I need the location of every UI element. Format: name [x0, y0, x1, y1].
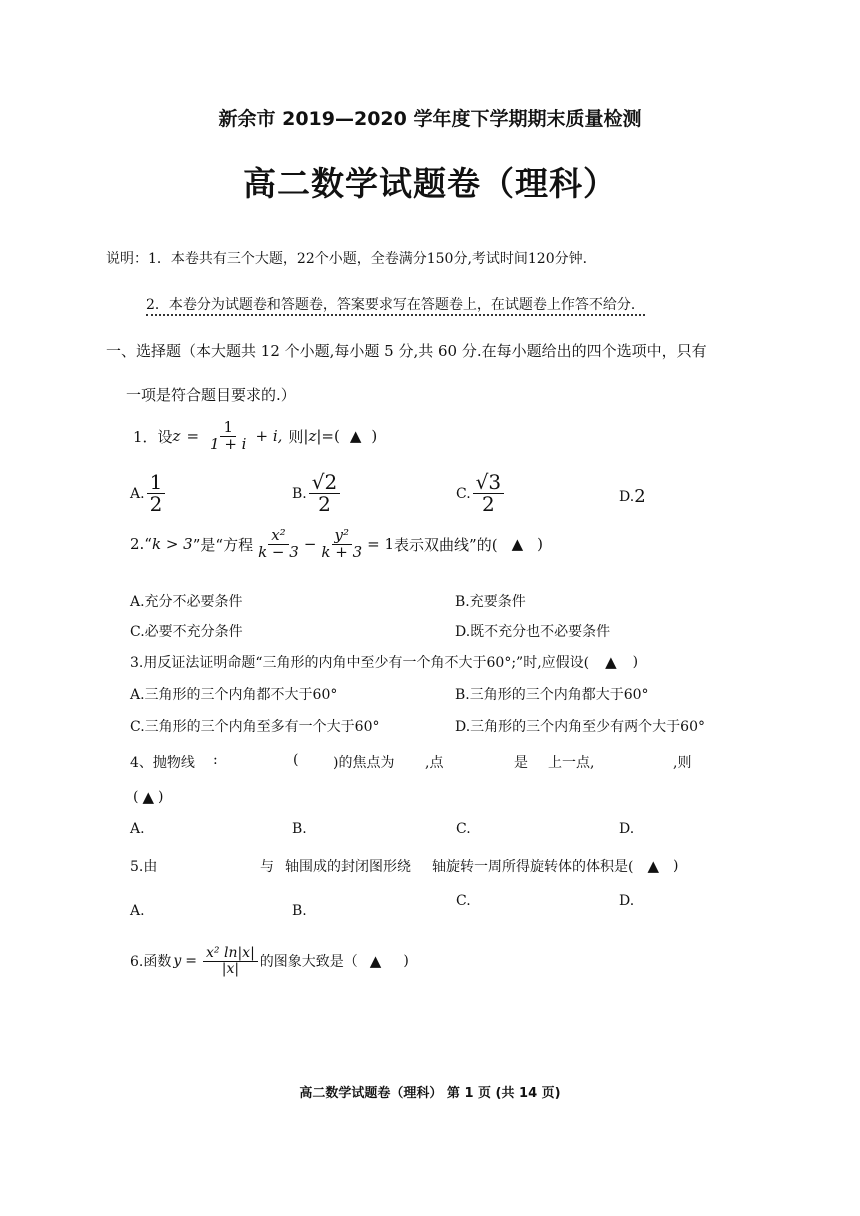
section-heading-line-2: 一项是符合题目要求的.） — [126, 386, 296, 404]
q5-part-1: 5.由 — [130, 859, 158, 875]
q1-frac-num: 1 — [220, 420, 236, 437]
q1-b-num: √2 — [309, 472, 340, 494]
q2-fraction-1 — [255, 528, 302, 561]
q5-part-4 — [432, 856, 678, 876]
section-heading-line-1: 一、选择题（本大题共 12 个小题,每小题 5 分,共 60 分.在每小题给出的四个选项中，只有 — [106, 342, 707, 360]
q3-option-a: A.三角形的三个内角都不大于60° — [130, 687, 338, 703]
q2-minus: − — [303, 535, 317, 554]
q6-y: y — [173, 953, 182, 970]
q5-close: ) — [673, 858, 679, 874]
q5-option-a: A. — [130, 903, 145, 919]
q4-option-b: B. — [292, 821, 307, 837]
q5-stem-end: 轴旋转一周所得旋转体的体积是( — [432, 859, 634, 875]
q3-close: ) — [632, 654, 639, 670]
q1-a-label: A. — [130, 485, 145, 502]
note-1: 说明：1．本卷共有三个大题，22个小题，全卷满分150分,考试时间120分钟． — [106, 251, 597, 267]
q4-option-c: C. — [456, 821, 471, 837]
note-2 — [146, 294, 645, 314]
q4-part-1: 4、抛物线 — [130, 755, 195, 771]
q4-option-a: A. — [130, 821, 145, 837]
q1-ask: 则 — [288, 427, 304, 446]
q4-open: ( — [133, 789, 139, 805]
q5-option-d: D. — [619, 893, 635, 909]
q6-prefix: 6.函数 — [130, 954, 172, 971]
exam-title: 高二数学试题卷（理科） — [243, 164, 617, 203]
q1-c-label: C. — [456, 485, 471, 502]
q1-option-a — [130, 472, 167, 515]
q1-fraction — [207, 420, 249, 453]
q2-f1-num: x² — [268, 528, 288, 545]
q1-option-b — [292, 472, 342, 515]
q2-f2-den: k + 3 — [321, 542, 363, 561]
q3-option-d: D.三角形的三个内角至少有两个大于60° — [455, 719, 705, 735]
q1-c-den: 2 — [482, 492, 495, 516]
question-6 — [130, 946, 409, 976]
q1-d-label: D. — [619, 488, 635, 505]
q1-a-den: 2 — [149, 492, 163, 516]
q2-f1-den: k − 3 — [258, 542, 299, 561]
question-2 — [130, 528, 543, 561]
q4-part-5: ,点 — [425, 755, 444, 771]
q2-option-c: C.必要不充分条件 — [130, 624, 243, 640]
answer-triangle-icon: ▲ — [369, 952, 382, 971]
page-footer: 高二数学试题卷（理科） 第 1 页 (共 14 页) — [299, 1086, 561, 1101]
q1-ask-2: =( — [321, 427, 340, 446]
q2-condition: k > 3 — [151, 535, 193, 554]
q2-fraction-2 — [318, 528, 365, 561]
q6-frac-num: x² ln|x| — [203, 946, 258, 962]
q1-plus-i: + i, — [255, 427, 283, 446]
note-2-text: 2．本卷分为试题卷和答题卷，答案要求写在答题卷上，在试题卷上作答不给分． — [146, 297, 645, 316]
q1-a-fraction — [147, 472, 166, 515]
q5-part-3: 轴围成的封闭图形绕 — [285, 859, 411, 875]
q2-f2-num: y² — [332, 528, 353, 545]
q1-eq: = — [186, 427, 200, 446]
q6-frac-den: |x| — [221, 960, 240, 977]
q6-eq: = — [185, 953, 198, 970]
q1-option-d — [619, 486, 646, 507]
q6-close: ) — [403, 953, 409, 970]
q4-part-7: 上一点, — [548, 755, 595, 771]
q1-frac-den: 1 + i — [210, 434, 247, 453]
q2-option-d: D.既不充分也不必要条件 — [455, 624, 611, 640]
q1-z: z — [172, 427, 181, 446]
q2-prefix: 2.“ — [130, 535, 152, 554]
answer-triangle-icon: ▲ — [511, 535, 524, 554]
q4-answer — [133, 788, 163, 806]
question-1 — [133, 420, 377, 453]
q1-prefix: 1．设 — [133, 427, 173, 446]
q4-part-3: ( — [293, 752, 299, 768]
q1-c-fraction — [473, 472, 504, 515]
q1-option-c — [456, 472, 506, 515]
q2-option-b: B.充要条件 — [455, 594, 526, 610]
q2-suffix: 表示双曲线”的( — [394, 535, 498, 554]
q4-part-4: )的焦点为 — [333, 755, 395, 771]
q1-b-fraction — [309, 472, 340, 515]
q4-part-6: 是 — [514, 755, 528, 771]
q1-absz: |z| — [303, 427, 322, 446]
q2-close: ) — [537, 535, 543, 554]
answer-triangle-icon: ▲ — [647, 857, 660, 875]
q4-part-2: : — [213, 752, 218, 768]
q3-stem: 3.用反证法证明命题“三角形的内角中至少有一个角不大于60°;”时,应假设( — [130, 655, 590, 671]
q1-c-num: √3 — [473, 472, 504, 494]
q6-fraction — [203, 946, 258, 976]
q1-close: ) — [371, 427, 378, 446]
q2-eq-one: = 1 — [367, 535, 395, 554]
exam-subtitle: 新余市 2019—2020 学年度下学期期末质量检测 — [218, 108, 642, 130]
q1-d-value: 2 — [634, 486, 646, 507]
answer-triangle-icon: ▲ — [142, 788, 155, 806]
q3-option-b: B.三角形的三个内角都大于60° — [455, 687, 649, 703]
q5-part-2: 与 — [260, 859, 274, 875]
q1-b-label: B. — [292, 485, 307, 502]
q6-suffix: 的图象大致是（ — [259, 954, 358, 971]
q5-option-b: B. — [292, 903, 307, 919]
q2-mid: ”是“方程 — [192, 535, 254, 554]
answer-triangle-icon: ▲ — [605, 653, 617, 671]
q4-part-8: ,则 — [673, 755, 692, 771]
question-3 — [130, 652, 638, 672]
q4-close: ) — [158, 789, 164, 805]
q3-option-c: C.三角形的三个内角至多有一个大于60° — [130, 719, 380, 735]
q5-option-c: C. — [456, 893, 471, 909]
q1-a-num: 1 — [147, 472, 166, 494]
q2-option-a: A.充分不必要条件 — [130, 594, 243, 610]
q1-b-den: 2 — [318, 492, 331, 516]
q4-option-d: D. — [619, 821, 635, 837]
answer-triangle-icon: ▲ — [349, 427, 362, 446]
